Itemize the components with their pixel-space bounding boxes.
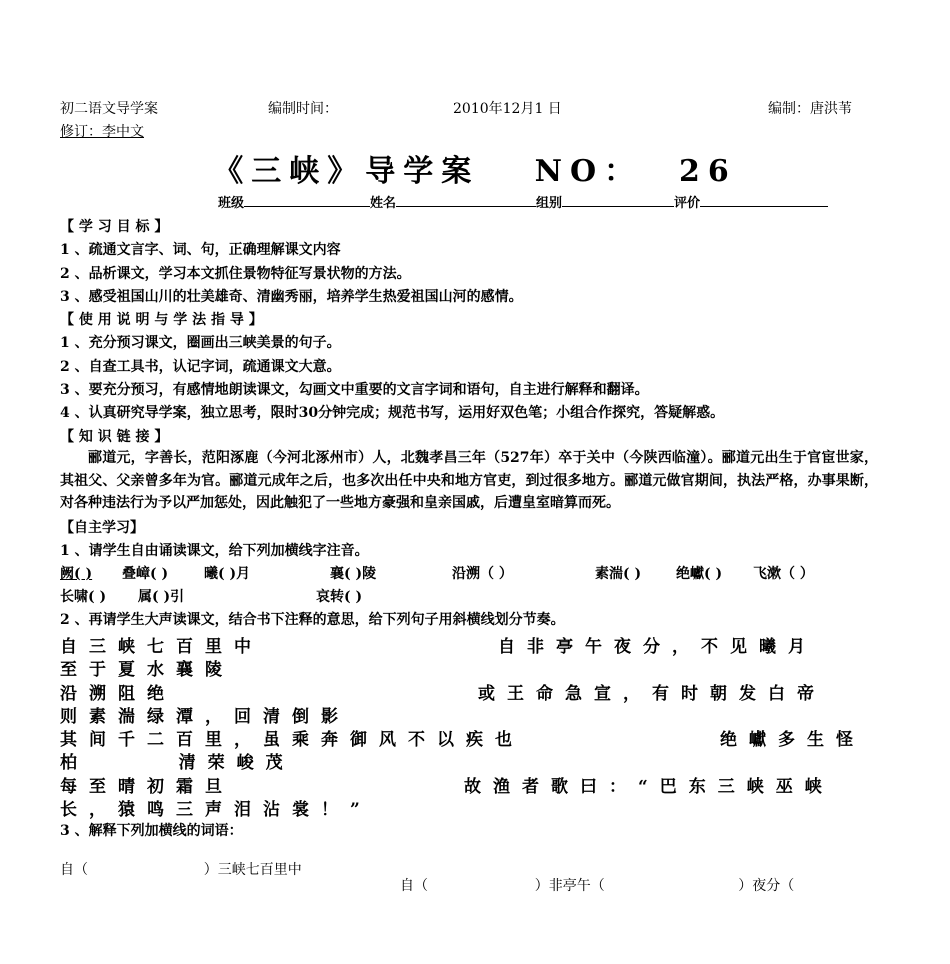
sentence-row bbox=[60, 632, 880, 656]
pinyin-item[interactable]: 飞漱（ ） bbox=[753, 566, 814, 582]
guide-item: 4 、认真研究导学案，独立思考，限时30分钟完成；规范书写，运用好双色笔；小组合作探究，答疑解惑。 bbox=[60, 405, 725, 421]
sentence-row bbox=[60, 772, 880, 796]
explain-item[interactable]: 自（ ）非亭午（ ）夜分（ bbox=[400, 878, 795, 894]
guide-item: 2 、自查工具书，认记字词，疏通课文大意。 bbox=[60, 359, 341, 375]
sentence-right: 绝巘多生怪 bbox=[720, 730, 865, 750]
question-1: 1 、请学生自由诵读课文，给下列加横线字注音。 bbox=[60, 543, 369, 559]
group-label: 组别 bbox=[536, 196, 563, 211]
sentence-right: 故渔者歌曰：“巴东三峡巫峡 bbox=[464, 777, 834, 797]
sentence-right: 自非亭午夜分，不见曦月 bbox=[498, 637, 817, 657]
pinyin-item[interactable]: 属( )引 bbox=[138, 589, 185, 605]
sentence-left: 每至晴初霜旦 bbox=[60, 777, 234, 797]
question-3: 3 、解释下列加横线的词语： bbox=[60, 823, 243, 839]
class-label: 班级 bbox=[218, 196, 245, 211]
sentence-left: 长，猿鸣三声泪沾裳！” bbox=[60, 800, 372, 820]
sentence-left: 柏 清荣峻茂 bbox=[60, 753, 295, 773]
doc-header bbox=[60, 98, 880, 118]
goal-item: 3 、感受祖国山川的壮美雄奇、清幽秀丽，培养学生热爱祖国山河的感情。 bbox=[60, 289, 523, 305]
knowledge-paragraph: 郦道元，字善长，范阳涿鹿（今河北涿州市）人，北魏孝昌三年（527年）卒于关中（今陕西临潼）。郦道元出生于官宦世家，其祖父、父亲曾多年为官。郦道元成年之后，也多次出任中央和地方官吏，到过很多地方。郦道元做官期间，执法严格，办事果断，对各种违法行为予以严加惩处，因此触犯了一些地方豪强和皇亲国戚，后遭皇室暗算而死。 bbox=[60, 450, 878, 511]
sentence-left: 则素湍绿潭，回清倒影 bbox=[60, 707, 350, 727]
pinyin-item[interactable]: 沿溯（ ） bbox=[452, 566, 513, 582]
sentence-right: 或王命急宣，有时朝发白帝 bbox=[478, 684, 826, 704]
pinyin-item[interactable]: 叠嶂( ) bbox=[122, 566, 169, 582]
name-label: 姓名 bbox=[370, 196, 397, 211]
group-blank[interactable] bbox=[562, 192, 674, 207]
pinyin-row-1 bbox=[60, 563, 880, 583]
sentence-row bbox=[60, 655, 880, 679]
explain-row bbox=[60, 843, 880, 894]
goals-heading: 【 学 习 目 标 】 bbox=[60, 219, 169, 235]
eval-blank[interactable] bbox=[700, 192, 828, 207]
sentence-left: 沿溯阻绝 bbox=[60, 684, 176, 704]
student-fields bbox=[218, 192, 828, 211]
pinyin-item[interactable]: 绝巘( ) bbox=[676, 566, 723, 582]
pinyin-item[interactable]: 曦( )月 bbox=[204, 566, 251, 582]
self-study-heading: 【自主学习】 bbox=[60, 520, 144, 536]
pinyin-item[interactable]: 长啸( ) bbox=[60, 589, 107, 605]
sentence-row bbox=[60, 679, 880, 703]
eval-label: 评价 bbox=[674, 196, 701, 211]
sentence-row bbox=[60, 725, 880, 749]
goal-item: 2 、品析课文，学习本文抓住景物特征写景状物的方法。 bbox=[60, 266, 411, 282]
question-2: 2 、再请学生大声读课文，结合书下注释的意思，给下列句子用斜横线划分节奏。 bbox=[60, 612, 565, 628]
header-course: 初二语文导学案 bbox=[60, 101, 158, 117]
pinyin-item[interactable]: 哀转( ) bbox=[316, 589, 363, 605]
goal-item: 1 、疏通文言字、词、句，正确理解课文内容 bbox=[60, 242, 341, 258]
guide-item: 3 、要充分预习，有感情地朗读课文，勾画文中重要的文言字词和语句，自主进行解释和翻译。 bbox=[60, 382, 649, 398]
sentence-left: 自三峡七百里中 bbox=[60, 637, 263, 657]
name-blank[interactable] bbox=[396, 192, 536, 207]
sentence-row bbox=[60, 748, 880, 772]
pinyin-item[interactable]: 阙( ) bbox=[60, 566, 93, 582]
header-time-label: 编制时间： bbox=[268, 101, 338, 117]
pinyin-item[interactable]: 素湍( ) bbox=[595, 566, 642, 582]
sentence-row bbox=[60, 795, 880, 819]
guide-heading: 【 使 用 说 明 与 学 法 指 导 】 bbox=[60, 312, 263, 328]
pinyin-row-2 bbox=[60, 586, 880, 606]
class-blank[interactable] bbox=[244, 192, 370, 207]
sentence-left: 至于夏水襄陵 bbox=[60, 660, 234, 680]
guide-item: 1 、充分预习课文，圈画出三峡美景的句子。 bbox=[60, 335, 341, 351]
header-revision: 修订：李中文 bbox=[60, 124, 144, 140]
explain-item[interactable]: 自（ ）三峡七百里中 bbox=[60, 862, 302, 878]
sentence-left: 其间千二百里，虽乘奔御风不以疾也 bbox=[60, 730, 524, 750]
knowledge-heading: 【 知 识 链 接 】 bbox=[60, 429, 169, 445]
sentence-row bbox=[60, 702, 880, 726]
header-date: 2010年12月1 日 bbox=[453, 101, 562, 117]
header-author: 编制：唐洪苇 bbox=[768, 101, 852, 117]
pinyin-item[interactable]: 襄( )陵 bbox=[330, 566, 377, 582]
page-title: 《三峡》导学案 NO： 26 bbox=[213, 154, 737, 189]
